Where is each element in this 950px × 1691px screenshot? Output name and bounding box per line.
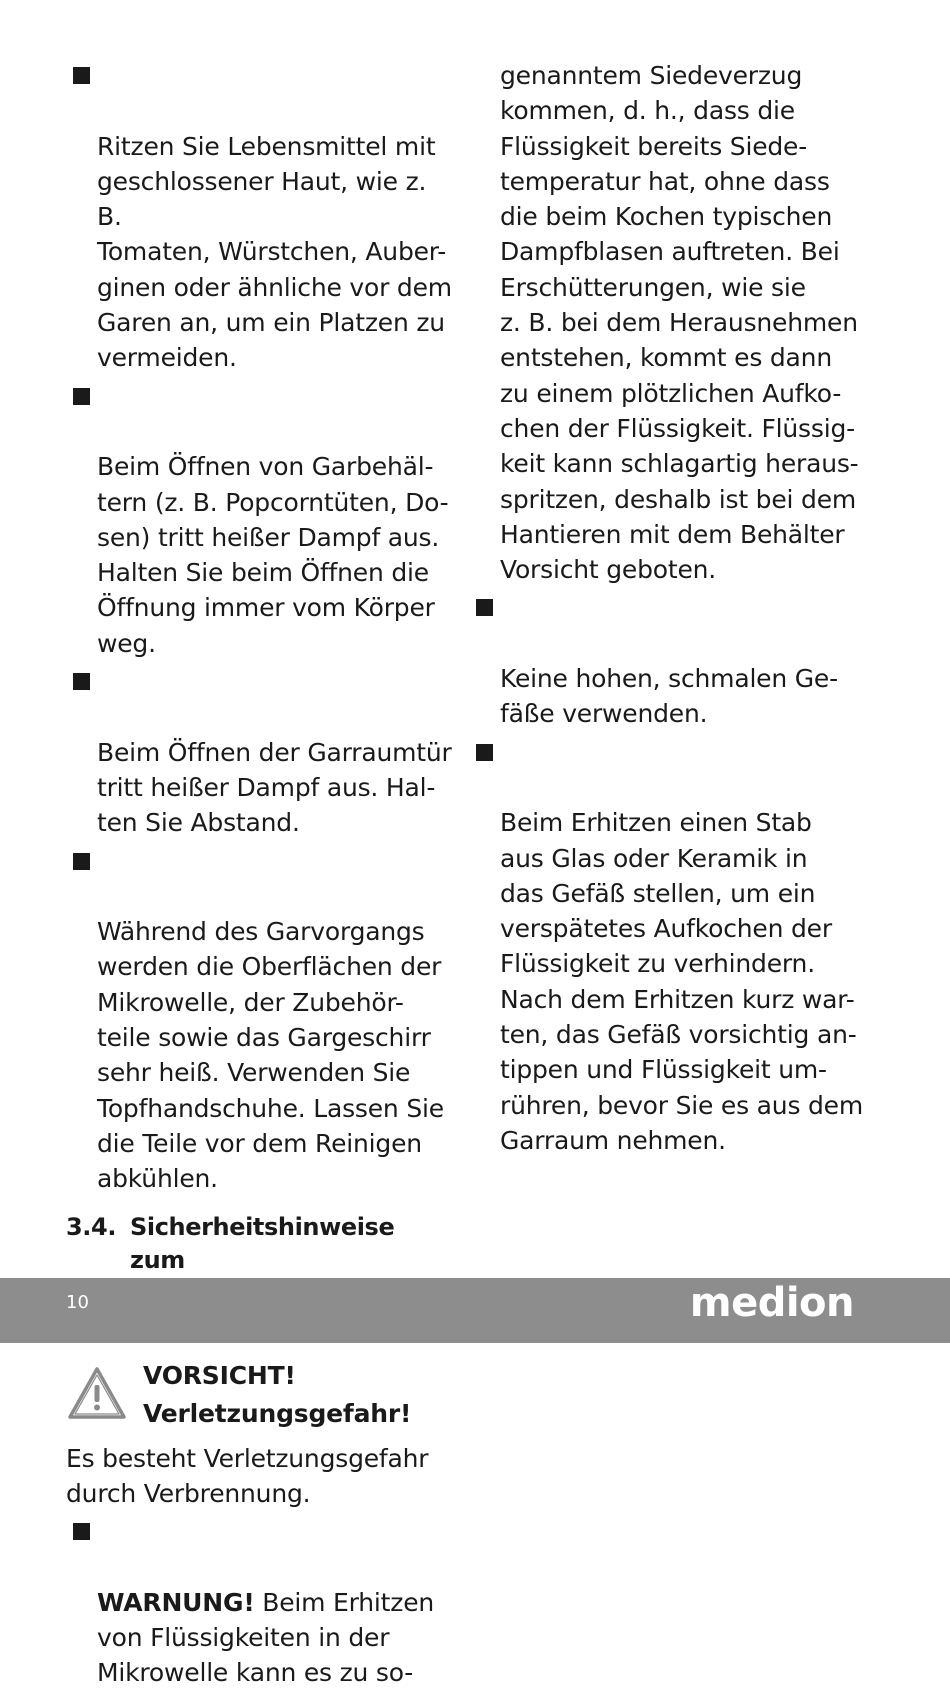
continuation-text: genanntem Siedeverzug kommen, d. h., dass die Flüssigkeit bereits Siede- temperatur hat, ohne dass die beim Kochen typischen Dampfblasen auftreten. Bei Erschütterungen, wie sie z. B. bei dem Herausnehmen entstehen, kommt es dann zu einem plötzlichen Aufko- chen der Flüssigkeit. Flüssig- keit kann schlagartig heraus- spritzen, deshalb ist bei dem Hantieren mit dem Behälter Vorsicht geboten. [500, 61, 859, 585]
square-bullet-icon [476, 744, 493, 761]
square-bullet-icon [73, 67, 90, 84]
bullet-item [476, 735, 871, 1159]
square-bullet-icon [73, 673, 90, 690]
left-column [66, 58, 456, 1691]
right-column [476, 58, 871, 1158]
bullet-text: Beim Erhitzen einen Stab aus Glas oder Keramik in das Gefäß stellen, um ein verspätetes Aufkochen der Flüssigkeit zu verhindern. Nach dem Erhitzen kurz war- ten, das Gefäß vorsichtig an- tippen und Flüssigkeit um- rühren, bevor Sie es aus dem Garraum nehmen. [500, 808, 864, 1155]
warning-heading: VORSICHT! Verletzungsgefahr! [143, 1360, 412, 1428]
page-footer [0, 1278, 950, 1343]
square-bullet-icon [73, 1523, 90, 1540]
section-title: Sicherheitshinweise zum [130, 1212, 395, 1274]
warning-text: Es besteht Verletzungsgefahr durch Verbrennung. [66, 1443, 429, 1508]
bullet-item [66, 58, 456, 376]
bullet-text: Keine hohen, schmalen Ge- fäße verwenden. [500, 664, 838, 729]
bullet-item [66, 1514, 456, 1690]
square-bullet-icon [73, 388, 90, 405]
warning-box [66, 1360, 456, 1437]
section-number: 3.4. [66, 1212, 117, 1241]
bullet-item [66, 844, 456, 1197]
square-bullet-icon [73, 853, 90, 870]
bullet-text: Beim Öffnen der Garraumtür tritt heißer Dampf aus. Hal- ten Sie Abstand. [97, 737, 452, 838]
bullet-text: Während des Garvorgangs werden die Oberflächen der Mikrowelle, der Zubehör- teile sowie das Gargeschirr sehr heiß. Verwenden Sie Topfhandschuhe. Lassen Sie die Teile vor dem Reinigen abkühlen. [97, 917, 444, 1194]
bullet-item [66, 379, 456, 661]
bullet-text: Beim Erhitzen von Flüssigkeiten in der Mikrowelle kann es zu so- [97, 1587, 435, 1688]
page-number: 10 [66, 1292, 89, 1313]
warning-triangle-icon [66, 1365, 128, 1421]
bullet-text: Ritzen Sie Lebensmittel mit geschlossener Haut, wie z. B. Tomaten, Würstchen, Auber- ginen oder ähnliche vor dem Garen an, um ein Platzen zu vermeiden. [97, 131, 452, 373]
warnung-label: WARNUNG! [97, 1587, 255, 1617]
bullet-text: Beim Öffnen von Garbehäl- tern (z. B. Popcorntüten, Do- sen) tritt heißer Dampf aus. Halten Sie beim Öffnen die Öffnung immer vom Körper weg. [97, 452, 449, 658]
brand-logo: medion [689, 1280, 854, 1326]
bullet-item [66, 664, 456, 840]
square-bullet-icon [476, 599, 493, 616]
bullet-item [476, 590, 871, 731]
